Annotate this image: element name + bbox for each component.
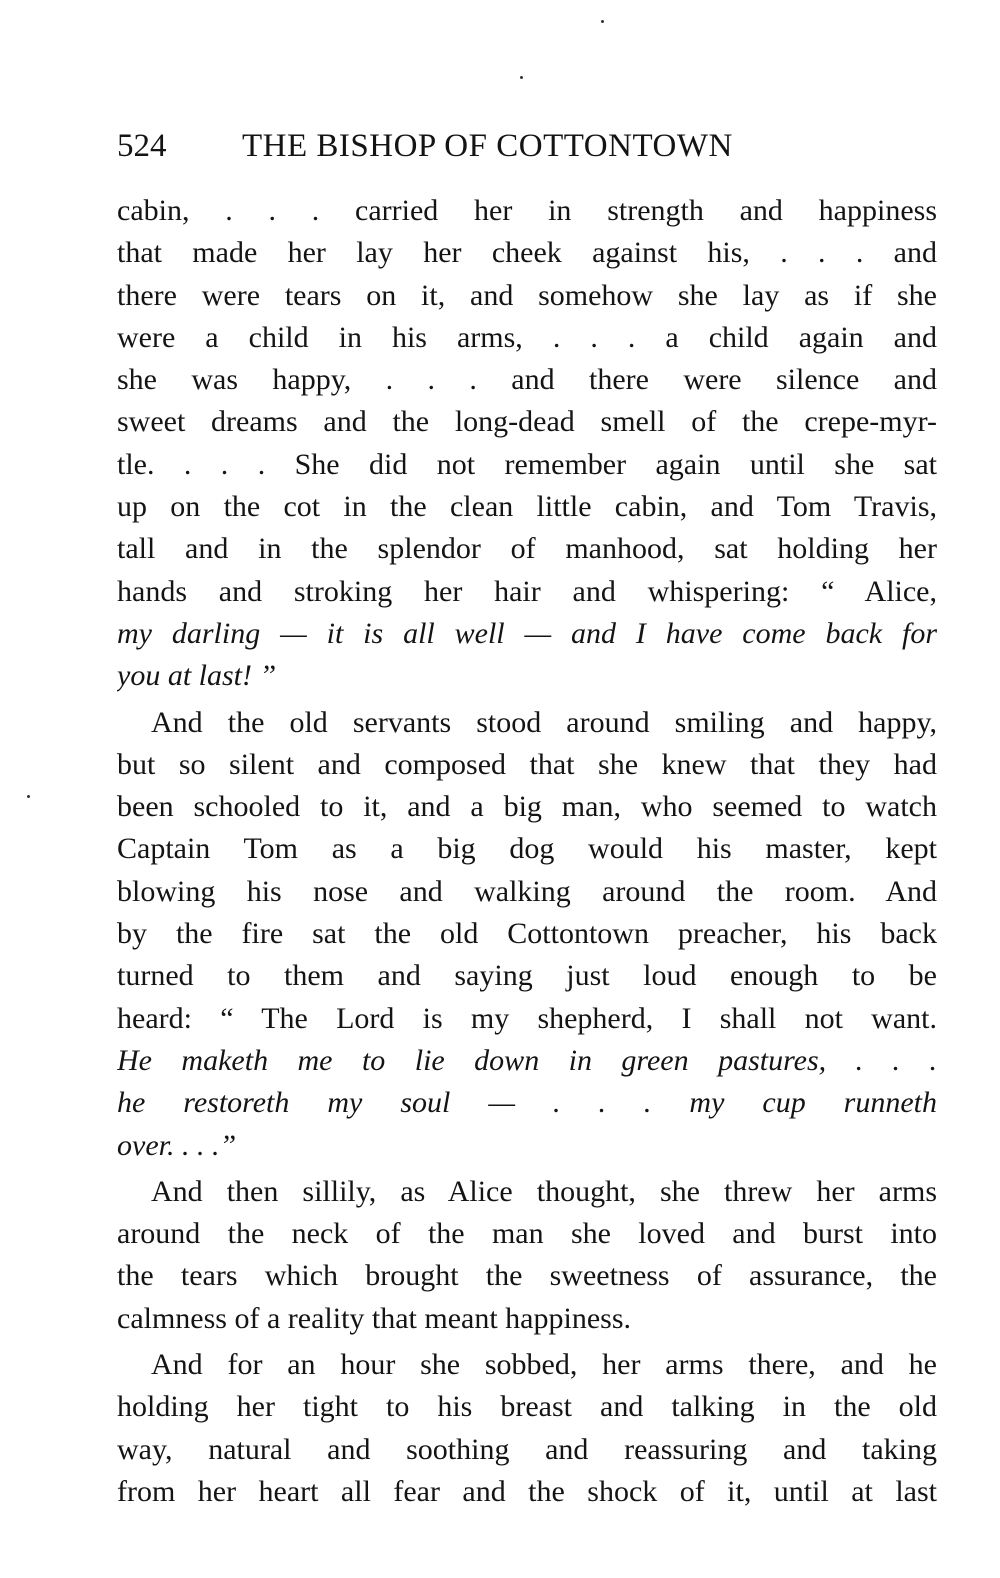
text-line: way, natural and soothing and reassuring and taking: [117, 1432, 937, 1466]
text-line: up on the cot in the clean little cabin, and Tom Travis,: [117, 490, 937, 524]
page-body: [117, 190, 937, 1513]
text-line: over. . . .”: [117, 1128, 237, 1162]
text-line: sweet dreams and the long-dead smell of the crepe-myr-: [117, 405, 937, 439]
page-number: 524: [117, 128, 167, 164]
text-line: hands and stroking her hair and whispering: “ Alice,: [117, 574, 937, 608]
text-line: Captain Tom as a big dog would his master, kept: [117, 832, 937, 866]
text-line: tle. . . . She did not remember again until she sat: [117, 447, 937, 481]
text-line: there were tears on it, and somehow she lay as if she: [117, 278, 937, 312]
text-line: And the old servants stood around smiling and happy,: [151, 705, 937, 739]
text-line: cabin, . . . carried her in strength and happiness: [117, 194, 937, 227]
text-line: but so silent and composed that she knew that they had: [117, 747, 937, 781]
text-line: And for an hour she sobbed, her arms there, and he: [151, 1348, 937, 1382]
text-line: holding her tight to his breast and talking in the old: [117, 1390, 937, 1424]
text-line: And then sillily, as Alice thought, she threw her arms: [151, 1174, 937, 1208]
scan-speck: [520, 76, 523, 79]
text-line: my darling — it is all well — and I have come back for: [117, 616, 937, 650]
text-line: turned to them and saying just loud enough to be: [117, 959, 937, 993]
text-line: she was happy, . . . and there were silence and: [117, 363, 937, 397]
text-line: were a child in his arms, . . . a child again and: [117, 320, 937, 354]
text-line: He maketh me to lie down in green pastures, . . .: [117, 1043, 937, 1077]
text-line: around the neck of the man she loved and burst into: [117, 1217, 937, 1251]
text-line: blowing his nose and walking around the room. And: [117, 874, 937, 908]
text-line: tall and in the splendor of manhood, sat holding her: [117, 532, 937, 566]
page-header: [117, 124, 937, 168]
text-line: by the fire sat the old Cottontown preacher, his back: [117, 917, 937, 951]
text-line: he restoreth my soul — . . . my cup runneth: [117, 1086, 937, 1120]
text-line: that made her lay her cheek against his, . . . and: [117, 236, 937, 270]
text-line: the tears which brought the sweetness of assurance, the: [117, 1259, 937, 1293]
running-title: THE BISHOP OF COTTONTOWN: [242, 128, 733, 164]
text-line: heard: “ The Lord is my shepherd, I shall not want.: [117, 1001, 937, 1035]
text-line: you at last! ”: [117, 659, 277, 693]
scan-speck: [601, 20, 604, 23]
text-line: from her heart all fear and the shock of it, until at last: [117, 1474, 937, 1508]
text-line: calmness of a reality that meant happiness.: [117, 1301, 631, 1335]
text-line: been schooled to it, and a big man, who seemed to watch: [117, 790, 937, 824]
scan-speck: [27, 795, 30, 798]
